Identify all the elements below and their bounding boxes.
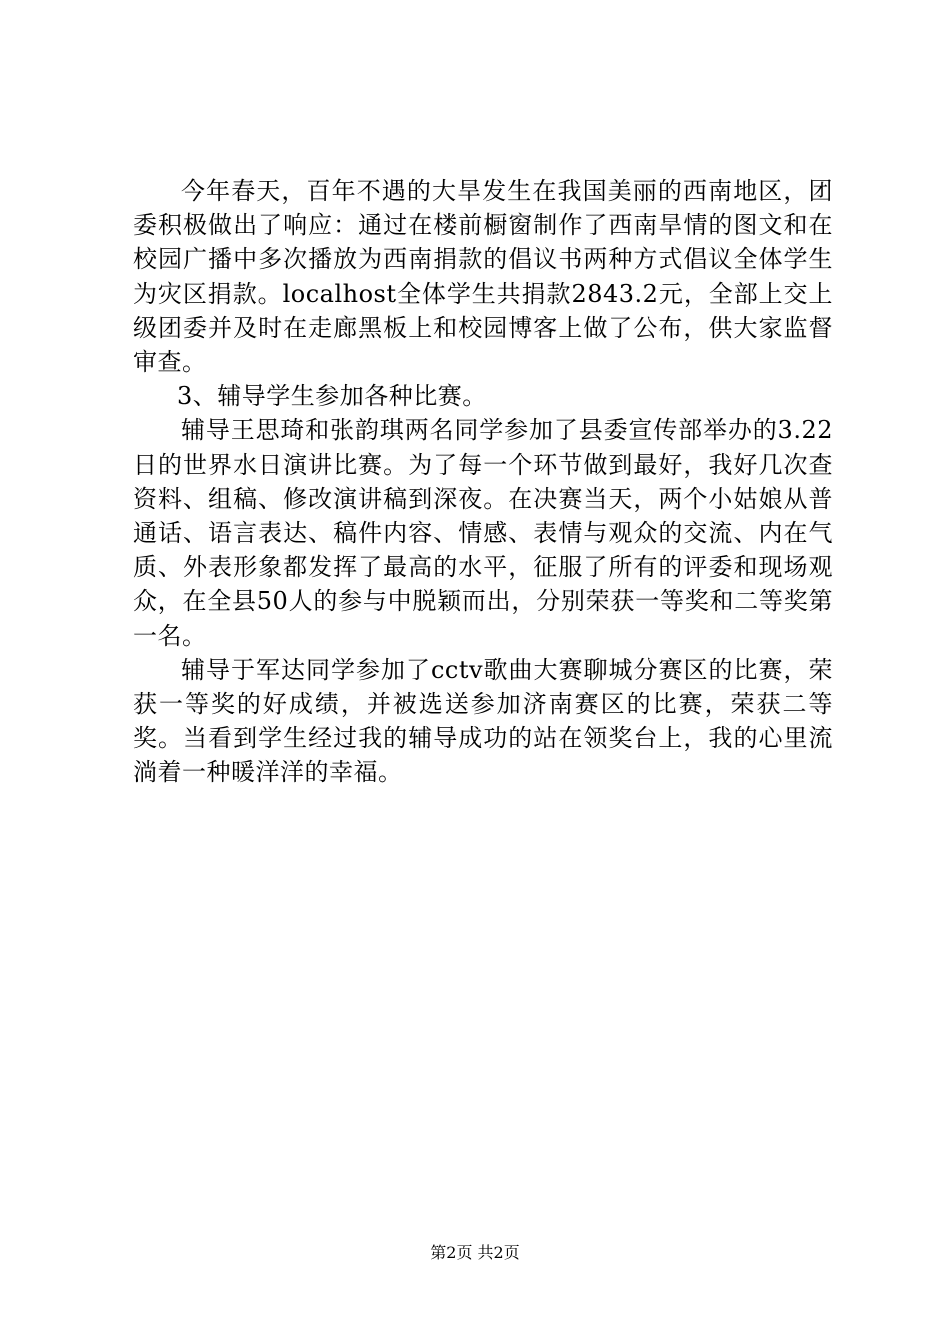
page-number: 第2页 共2页 bbox=[430, 1243, 520, 1262]
document-body bbox=[133, 174, 833, 790]
section-heading-competitions: 3、辅导学生参加各种比赛。 bbox=[177, 382, 487, 411]
paragraph-singing-contest: 辅导于军达同学参加了cctv歌曲大赛聊城分赛区的比赛，荣获一等奖的好成绩，并被选送参加济南赛区的比赛，荣获二等奖。当看到学生经过我的辅导成功的站在领奖台上，我的心里流淌着一种暖洋洋的幸福。 bbox=[133, 655, 833, 787]
paragraph-donation: 今年春天，百年不遇的大旱发生在我国美丽的西南地区，团委积极做出了响应：通过在楼前橱窗制作了西南旱情的图文和在校园广播中多次播放为西南捐款的倡议书两种方式倡议全体学生为灾区捐款。localhost全体学生共捐款2843.2元，全部上交上级团委并及时在走廊黑板上和校园博客上做了公布，供大家监督审查。 bbox=[133, 177, 833, 377]
paragraph-speech-contest: 辅导王思琦和张韵琪两名同学参加了县委宣传部举办的3.22日的世界水日演讲比赛。为了每一个环节做到最好，我好几次查资料、组稿、修改演讲稿到深夜。在决赛当天，两个小姑娘从普通话、语言表达、稿件内容、情感、表情与观众的交流、内在气质、外表形象都发挥了最高的水平，征服了所有的评委和现场观众，在全县50人的参与中脱颖而出，分别荣获一等奖和二等奖第一名。 bbox=[133, 416, 833, 650]
page-footer bbox=[0, 1243, 950, 1263]
